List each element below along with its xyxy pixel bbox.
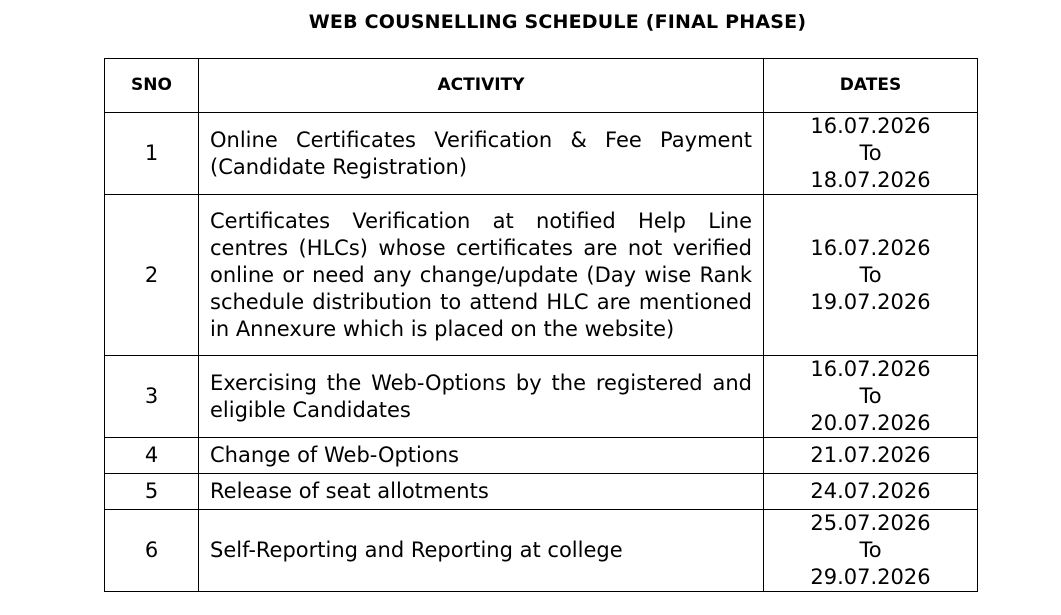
row-date: 21.07.2026 (764, 438, 978, 474)
date-to: 20.07.2026 (810, 411, 931, 435)
date-to: 18.07.2026 (810, 168, 931, 192)
row-activity: Online Certificates Verification & Fee Payment (Candidate Registration) (199, 113, 764, 195)
table-row (105, 510, 978, 592)
date-separator: To (859, 384, 882, 408)
row-dates (764, 113, 978, 195)
date-separator: To (859, 262, 882, 287)
row-activity: Change of Web-Options (199, 438, 764, 474)
row-activity: Exercising the Web-Options by the registered and eligible Candidates (199, 356, 764, 438)
row-activity: Self-Reporting and Reporting at college (199, 510, 764, 592)
date-from: 16.07.2026 (810, 114, 931, 138)
table-row (105, 195, 978, 356)
table-row (105, 438, 978, 474)
table-row (105, 356, 978, 438)
row-dates (764, 356, 978, 438)
row-sno: 5 (105, 474, 199, 510)
row-sno: 2 (105, 195, 199, 356)
header-dates: DATES (764, 59, 978, 113)
table-header-row (105, 59, 978, 113)
date-from: 16.07.2026 (810, 357, 931, 381)
date-to: 19.07.2026 (810, 289, 931, 314)
row-dates (764, 510, 978, 592)
date-to: 29.07.2026 (810, 565, 931, 589)
table-row (105, 113, 978, 195)
page-title: WEB COUSNELLING SCHEDULE (FINAL PHASE) (308, 11, 807, 33)
row-date: 24.07.2026 (764, 474, 978, 510)
row-dates (764, 195, 978, 356)
header-sno: SNO (105, 59, 199, 113)
date-separator: To (859, 538, 882, 562)
row-sno: 4 (105, 438, 199, 474)
schedule-table (104, 58, 978, 592)
row-activity: Certificates Verification at notified Help Line centres (HLCs) whose certificates are not verified online or need any change/update (Day wise Rank schedule distribution to attend HLC are mentioned in Annexure which is placed on the website) (199, 195, 764, 356)
date-from: 25.07.2026 (810, 511, 931, 535)
row-activity: Release of seat allotments (199, 474, 764, 510)
header-activity: ACTIVITY (199, 59, 764, 113)
date-from: 16.07.2026 (810, 235, 931, 260)
row-sno: 1 (105, 113, 199, 195)
row-sno: 3 (105, 356, 199, 438)
table-row (105, 474, 978, 510)
row-sno: 6 (105, 510, 199, 592)
date-separator: To (859, 141, 882, 165)
